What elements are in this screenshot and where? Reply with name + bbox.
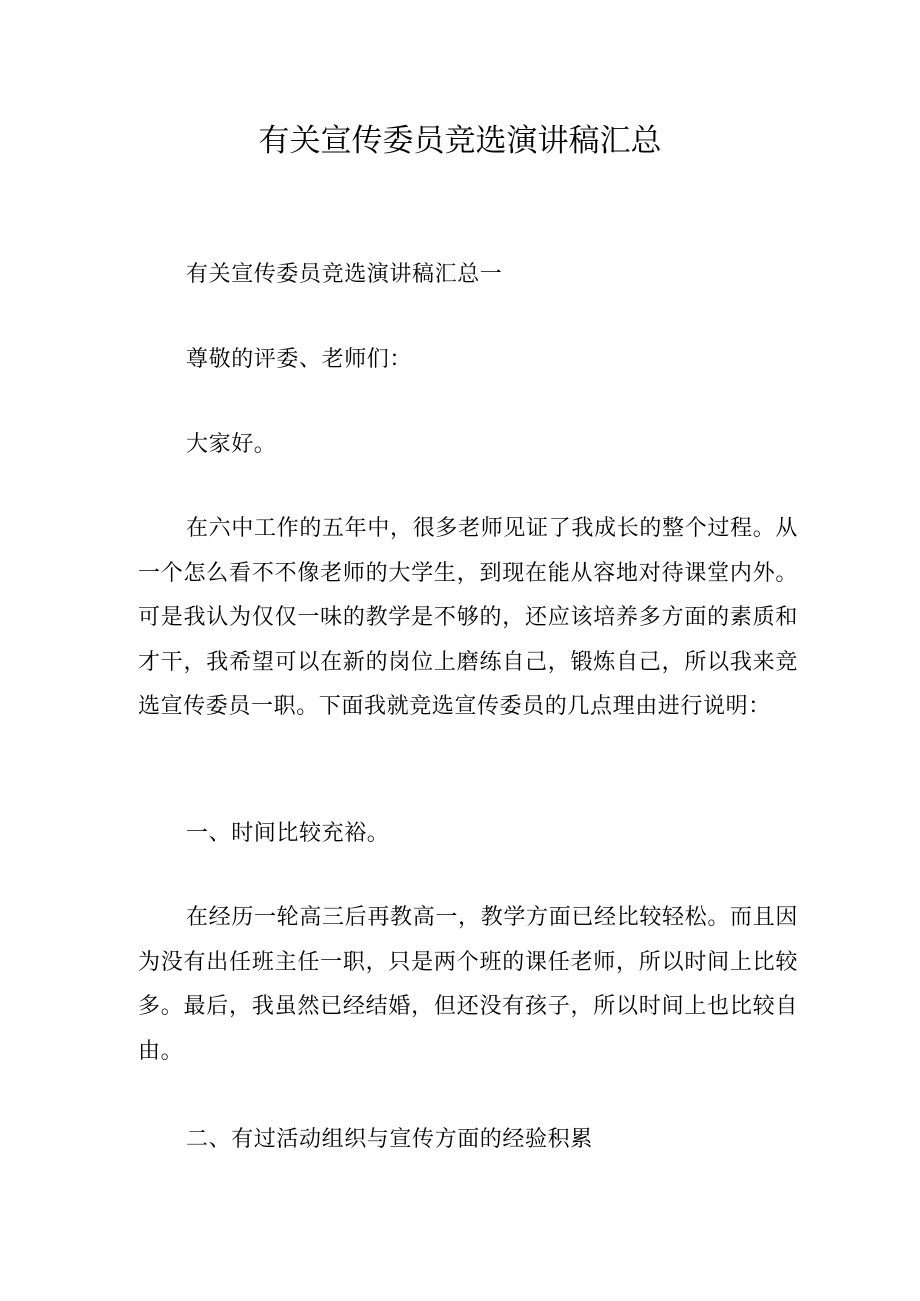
greeting: 大家好。 bbox=[186, 432, 277, 457]
point-heading-time: 一、时间比较充裕。 bbox=[186, 821, 390, 846]
point-heading-experience: 二、有过活动组织与宣传方面的经验积累 bbox=[186, 1127, 593, 1152]
salutation: 尊敬的评委、老师们： bbox=[186, 347, 413, 372]
section-subtitle: 有关宣传委员竞选演讲稿汇总一 bbox=[186, 262, 503, 287]
body-paragraph-time: 在经历一轮高三后再教高一，教学方面已经比较轻松。而且因为没有出任班主任一职，只是两个班的课任老师，所以时间上比较多。最后，我虽然已经结婚，但还没有孩子，所以时间上也比较自由。 bbox=[138, 905, 798, 1064]
body-paragraph-intro: 在六中工作的五年中，很多老师见证了我成长的整个过程。从一个怎么看不不像老师的大学生，到现在能从容地对待课堂内外。可是我认为仅仅一味的教学是不够的，还应该培养多方面的素质和才干，我希望可以在新的岗位上磨练自己，锻炼自己，所以我来竞选宣传委员一职。下面我就竞选宣传委员的几点理由进行说明： bbox=[138, 516, 798, 719]
document-title: 有关宣传委员竞选演讲稿汇总 bbox=[258, 123, 662, 159]
